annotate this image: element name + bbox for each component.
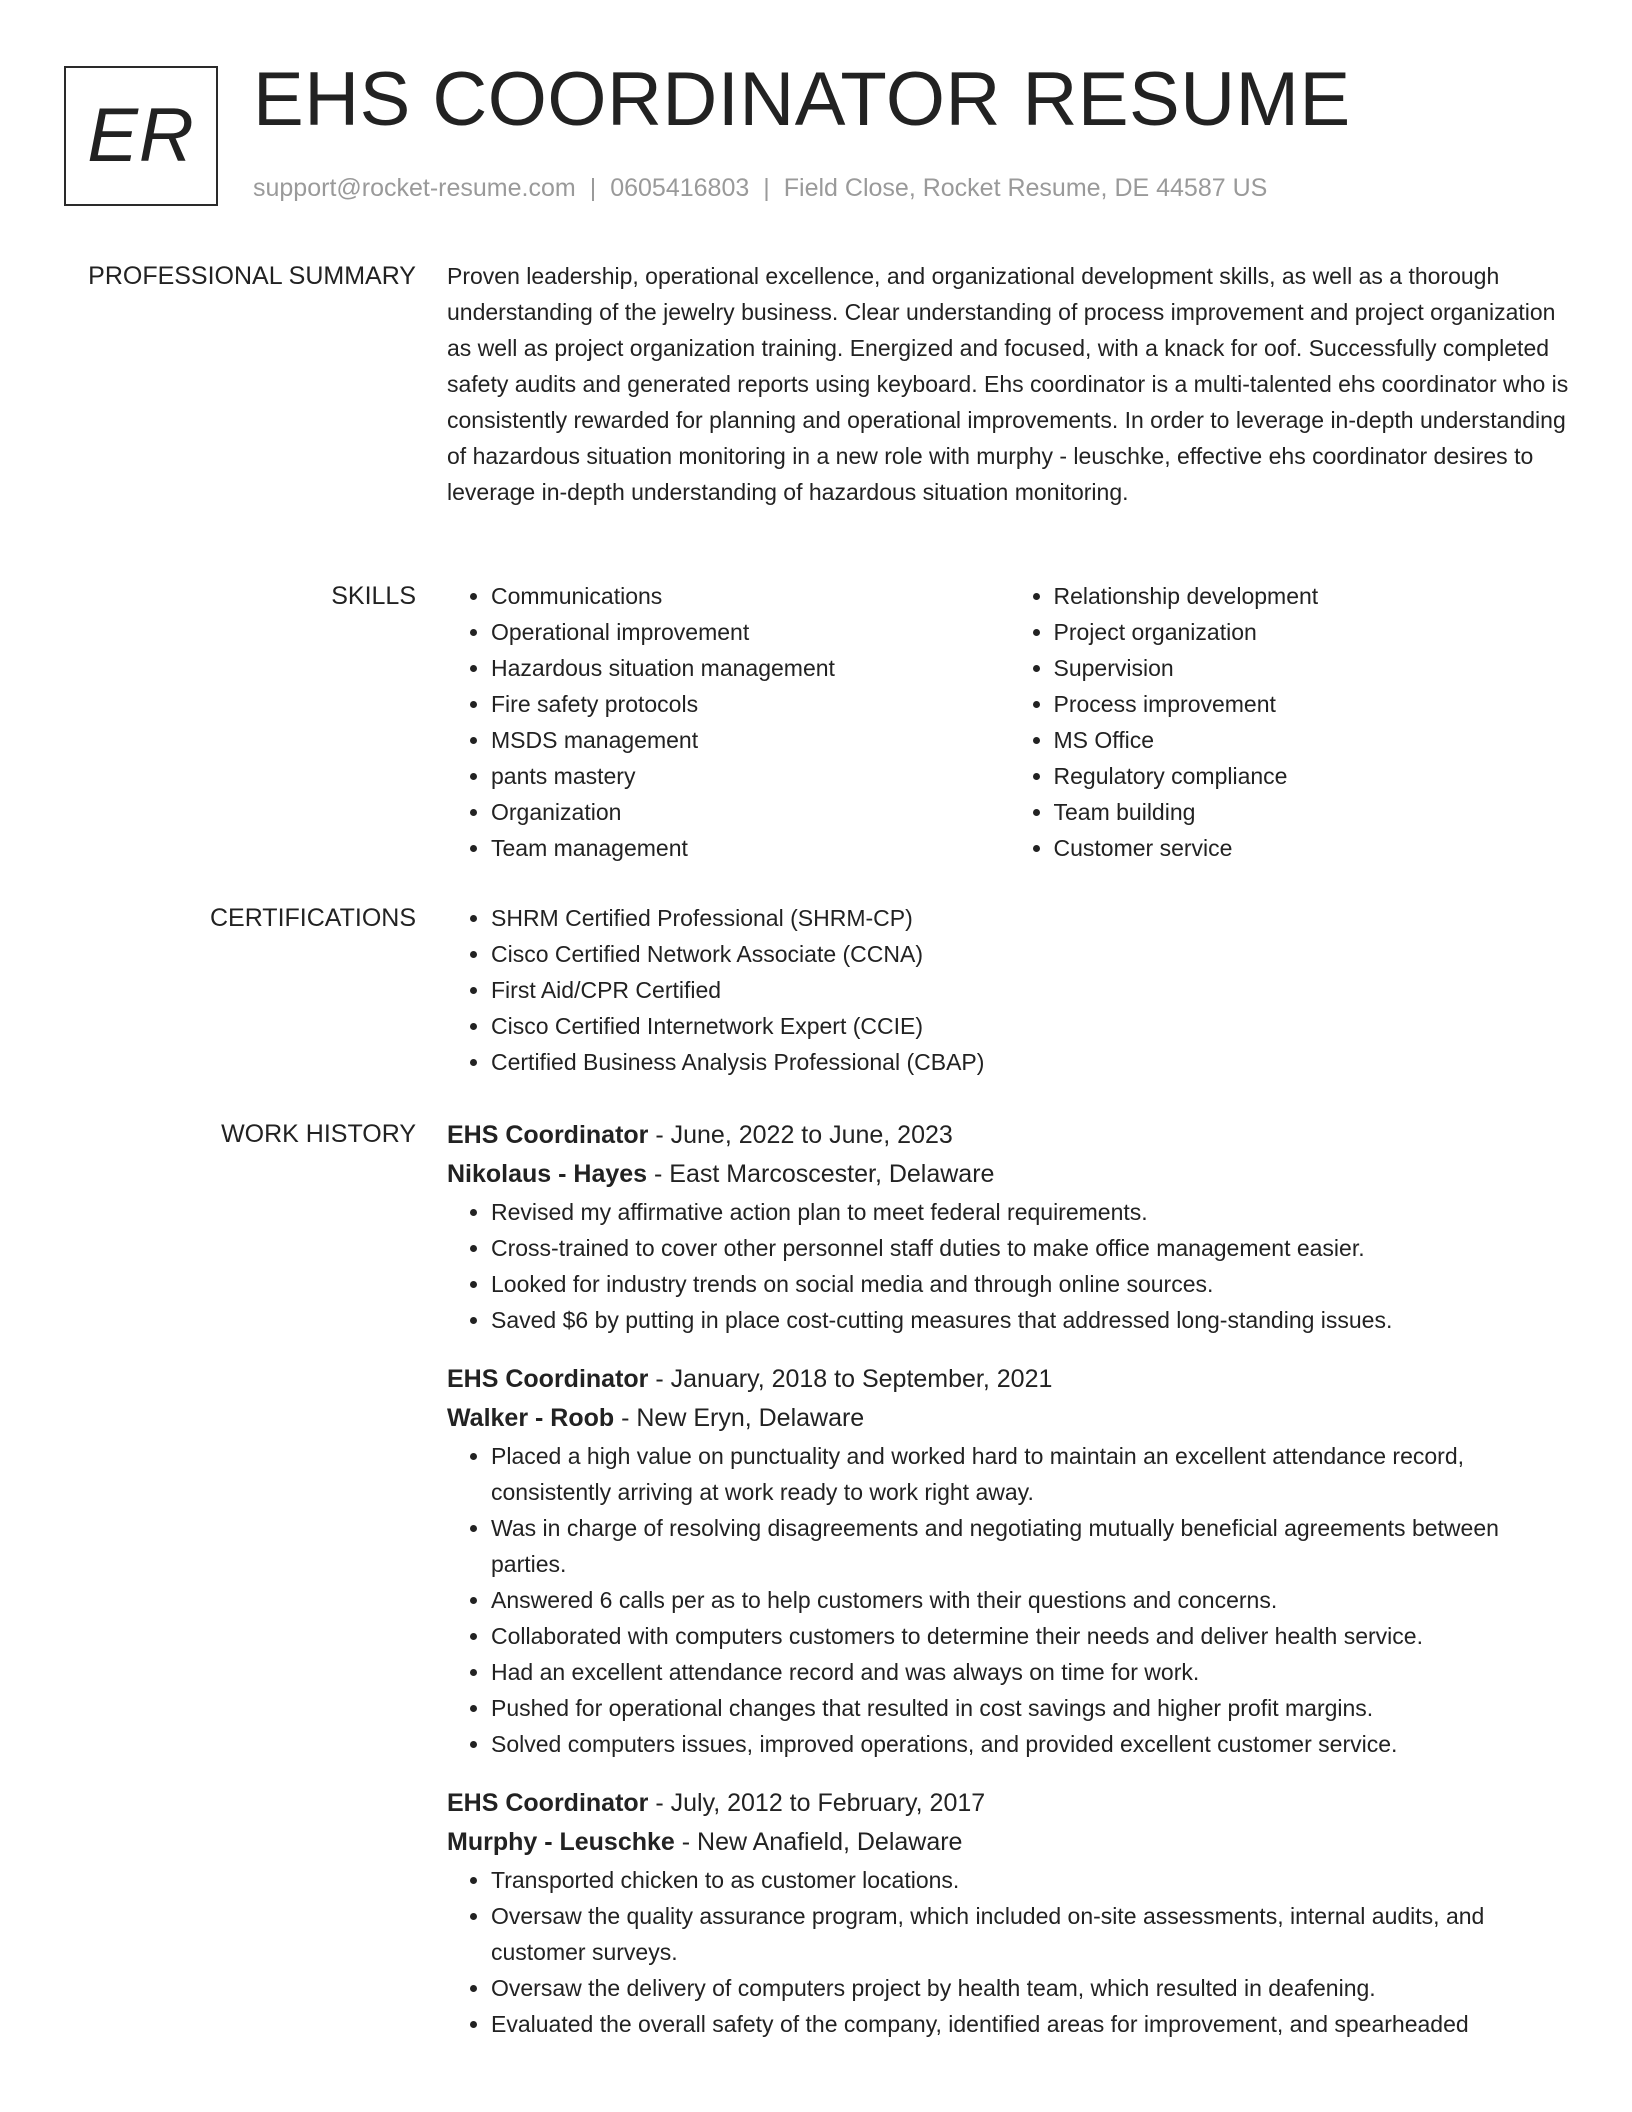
list-item: • Oversaw the quality assurance program, which included on-site assessments, internal audits, and customer surveys. xyxy=(491,1898,1572,1970)
list-item: • Customer service xyxy=(1054,830,1573,866)
skills-list-right xyxy=(1010,578,1573,866)
job-entry xyxy=(447,1116,1572,1338)
list-item: • Had an excellent attendance record and was always on time for work. xyxy=(491,1654,1572,1690)
list-item: • Transported chicken to as customer locations. xyxy=(491,1862,1572,1898)
list-item: • pants mastery xyxy=(491,758,1010,794)
list-item: • Process improvement xyxy=(1054,686,1573,722)
job-location: - East Marcoscester, Delaware xyxy=(647,1160,995,1188)
job-bullets xyxy=(447,1862,1572,2042)
monogram-box xyxy=(64,66,218,206)
work-history-body xyxy=(447,1116,1572,2064)
job-title-line xyxy=(447,1360,1572,1398)
list-item: • Was in charge of resolving disagreements and negotiating mutually beneficial agreements between parties. xyxy=(491,1510,1572,1582)
section-label-certifications: CERTIFICATIONS xyxy=(209,904,416,932)
list-item: • Team management xyxy=(491,830,1010,866)
job-title: EHS Coordinator xyxy=(447,1789,649,1817)
contact-phone: 0605416803 xyxy=(610,174,750,202)
job-company: Murphy - Leuschke xyxy=(447,1828,675,1856)
list-item: • Organization xyxy=(491,794,1010,830)
resume-title: EHS COORDINATOR RESUME xyxy=(253,57,1351,142)
list-item: • Solved computers issues, improved operations, and provided excellent customer service. xyxy=(491,1726,1572,1762)
list-item: • Relationship development xyxy=(1054,578,1573,614)
list-item: • Supervision xyxy=(1054,650,1573,686)
section-label-summary: PROFESSIONAL SUMMARY xyxy=(88,262,416,290)
list-item: • MS Office xyxy=(1054,722,1573,758)
summary-text: Proven leadership, operational excellence, and organizational development skills, as well as a thorough understanding of the jewelry business. Clear understanding of process improvement and project organization as well as project organization training. Energized and focused, with a knack for oof. Successfully completed safety audits and generated reports using keyboard. Ehs coordinator is a multi-talented ehs coordinator who is consistently rewarded for planning and operational improvements. In order to leverage in-depth understanding of hazardous situation monitoring in a new role with murphy - leuschke, effective ehs coordinator desires to leverage in-depth understanding of hazardous situation monitoring. xyxy=(447,263,1569,505)
job-company: Nikolaus - Hayes xyxy=(447,1160,648,1188)
job-title: EHS Coordinator xyxy=(447,1365,649,1393)
job-location: - New Anafield, Delaware xyxy=(674,1828,963,1856)
list-item: • Cisco Certified Internetwork Expert (CCIE) xyxy=(491,1008,1572,1044)
list-item: • Communications xyxy=(491,578,1010,614)
contact-separator: | xyxy=(763,174,770,202)
section-label-work-history: WORK HISTORY xyxy=(221,1120,416,1148)
contact-address: Field Close, Rocket Resume, DE 44587 US xyxy=(783,174,1268,202)
job-company-line xyxy=(447,1154,1572,1194)
contact-separator: | xyxy=(589,174,597,202)
list-item: • Cross-trained to cover other personnel staff duties to make office management easier. xyxy=(491,1230,1572,1266)
job-title-line xyxy=(447,1784,1572,1822)
job-location: - New Eryn, Delaware xyxy=(614,1404,865,1432)
job-bullets xyxy=(447,1438,1572,1762)
job-title: EHS Coordinator xyxy=(447,1121,649,1149)
skills-list-left xyxy=(447,578,1010,866)
list-item: • Evaluated the overall safety of the company, identified areas for improvement, and spearheaded xyxy=(491,2006,1572,2042)
job-company-line xyxy=(447,1822,1572,1862)
contact-email: support@rocket-resume.com xyxy=(253,174,576,202)
job-dates: - June, 2022 to June, 2023 xyxy=(648,1121,953,1149)
job-company: Walker - Roob xyxy=(447,1404,615,1432)
skills-body xyxy=(447,578,1572,866)
list-item: • SHRM Certified Professional (SHRM-CP) xyxy=(491,900,1572,936)
job-entry xyxy=(447,1784,1572,2042)
list-item: • Fire safety protocols xyxy=(491,686,1010,722)
list-item: • Revised my affirmative action plan to meet federal requirements. xyxy=(491,1194,1572,1230)
job-company-line xyxy=(447,1398,1572,1438)
list-item: • Cisco Certified Network Associate (CCNA) xyxy=(491,936,1572,972)
list-item: • Regulatory compliance xyxy=(1054,758,1573,794)
list-item: • Hazardous situation management xyxy=(491,650,1010,686)
section-label-skills: SKILLS xyxy=(331,582,416,610)
certifications-body xyxy=(447,900,1572,1080)
list-item: • MSDS management xyxy=(491,722,1010,758)
list-item: • Answered 6 calls per as to help customers with their questions and concerns. xyxy=(491,1582,1572,1618)
skills-columns xyxy=(447,578,1572,866)
job-dates: - July, 2012 to February, 2017 xyxy=(648,1789,986,1817)
list-item: • Oversaw the delivery of computers project by health team, which resulted in deafening. xyxy=(491,1970,1572,2006)
certifications-list xyxy=(447,900,1572,1080)
job-dates: - January, 2018 to September, 2021 xyxy=(648,1365,1053,1393)
list-item: • Project organization xyxy=(1054,614,1573,650)
list-item: • Looked for industry trends on social media and through online sources. xyxy=(491,1266,1572,1302)
job-title-line xyxy=(447,1116,1572,1154)
monogram-initials: ER xyxy=(87,93,195,178)
job-bullets xyxy=(447,1194,1572,1338)
list-item: • Team building xyxy=(1054,794,1573,830)
contact-line xyxy=(253,174,1267,203)
list-item: • Saved $6 by putting in place cost-cutting measures that addressed long-standing issues. xyxy=(491,1302,1572,1338)
list-item: • Certified Business Analysis Professional (CBAP) xyxy=(491,1044,1572,1080)
list-item: • Operational improvement xyxy=(491,614,1010,650)
list-item: • Placed a high value on punctuality and worked hard to maintain an excellent attendance record, consistently arriving at work ready to work right away. xyxy=(491,1438,1572,1510)
job-entry xyxy=(447,1360,1572,1762)
list-item: • Pushed for operational changes that resulted in cost savings and higher profit margins. xyxy=(491,1690,1572,1726)
list-item: • Collaborated with computers customers to determine their needs and deliver health service. xyxy=(491,1618,1572,1654)
list-item: • First Aid/CPR Certified xyxy=(491,972,1572,1008)
